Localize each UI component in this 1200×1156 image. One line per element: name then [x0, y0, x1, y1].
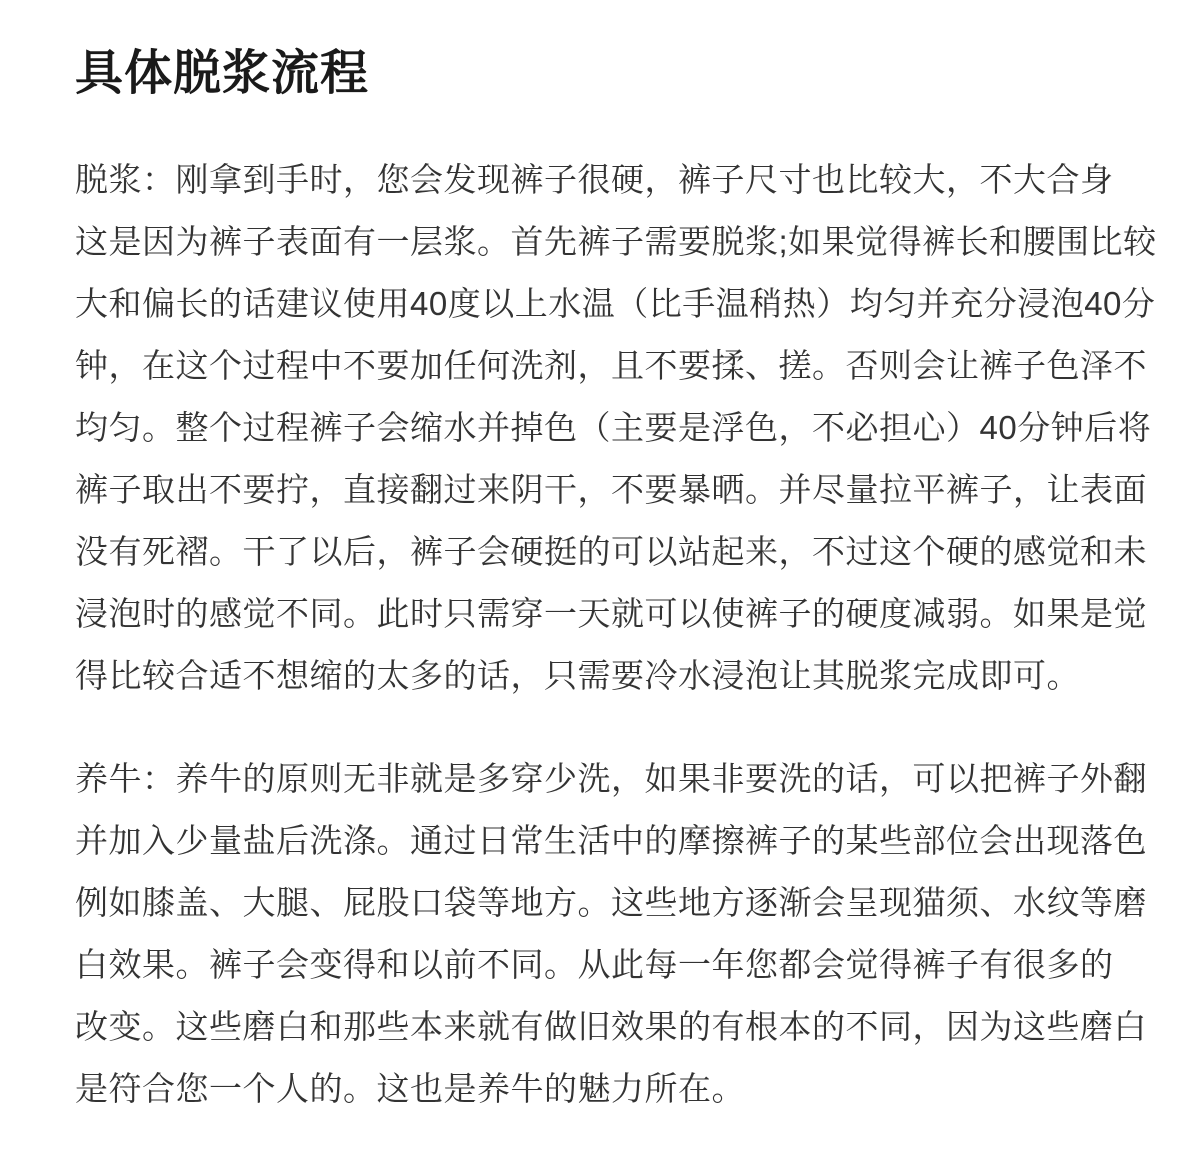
paragraph-denim-care: [75, 748, 1147, 1120]
text-line: 没有死褶。干了以后，裤子会硬挺的可以站起来，不过这个硬的感觉和未: [75, 533, 1147, 570]
text-line: 均匀。整个过程裤子会缩水并掉色（主要是浮色，不必担心）40分钟后将: [75, 409, 1152, 446]
text-line: 白效果。裤子会变得和以前不同。从此每一年您都会觉得裤子有很多的: [75, 946, 1114, 983]
text-line: 养牛：养牛的原则无非就是多穿少洗，如果非要洗的话，可以把裤子外翻: [75, 760, 1147, 797]
text-line: 裤子取出不要拧，直接翻过来阴干，不要暴晒。并尽量拉平裤子，让表面: [75, 471, 1147, 508]
page-title: 具体脱浆流程: [75, 47, 370, 100]
text-line: 是符合您一个人的。这也是养牛的魅力所在。: [75, 1070, 745, 1107]
text-line: 得比较合适不想缩的太多的话，只需要冷水浸泡让其脱浆完成即可。: [75, 657, 1080, 694]
text-line: 改变。这些磨白和那些本来就有做旧效果的有根本的不同，因为这些磨白: [75, 1008, 1147, 1045]
text-line: 并加入少量盐后洗涤。通过日常生活中的摩擦裤子的某些部位会出现落色: [75, 822, 1147, 859]
text-line: 例如膝盖、大腿、屁股口袋等地方。这些地方逐渐会呈现猫须、水纹等磨: [75, 884, 1147, 921]
text-line: 大和偏长的话建议使用40度以上水温（比手温稍热）均匀并充分浸泡40分: [75, 285, 1156, 322]
text-line: 浸泡时的感觉不同。此时只需穿一天就可以使裤子的硬度减弱。如果是觉: [75, 595, 1147, 632]
paragraph-desizing: [75, 149, 1157, 707]
text-line: 钟，在这个过程中不要加任何洗剂，且不要揉、搓。否则会让裤子色泽不: [75, 347, 1147, 384]
text-line: 这是因为裤子表面有一层浆。首先裤子需要脱浆;如果觉得裤长和腰围比较: [75, 223, 1157, 260]
text-line: 脱浆：刚拿到手时，您会发现裤子很硬，裤子尺寸也比较大，不大合身: [75, 161, 1114, 198]
